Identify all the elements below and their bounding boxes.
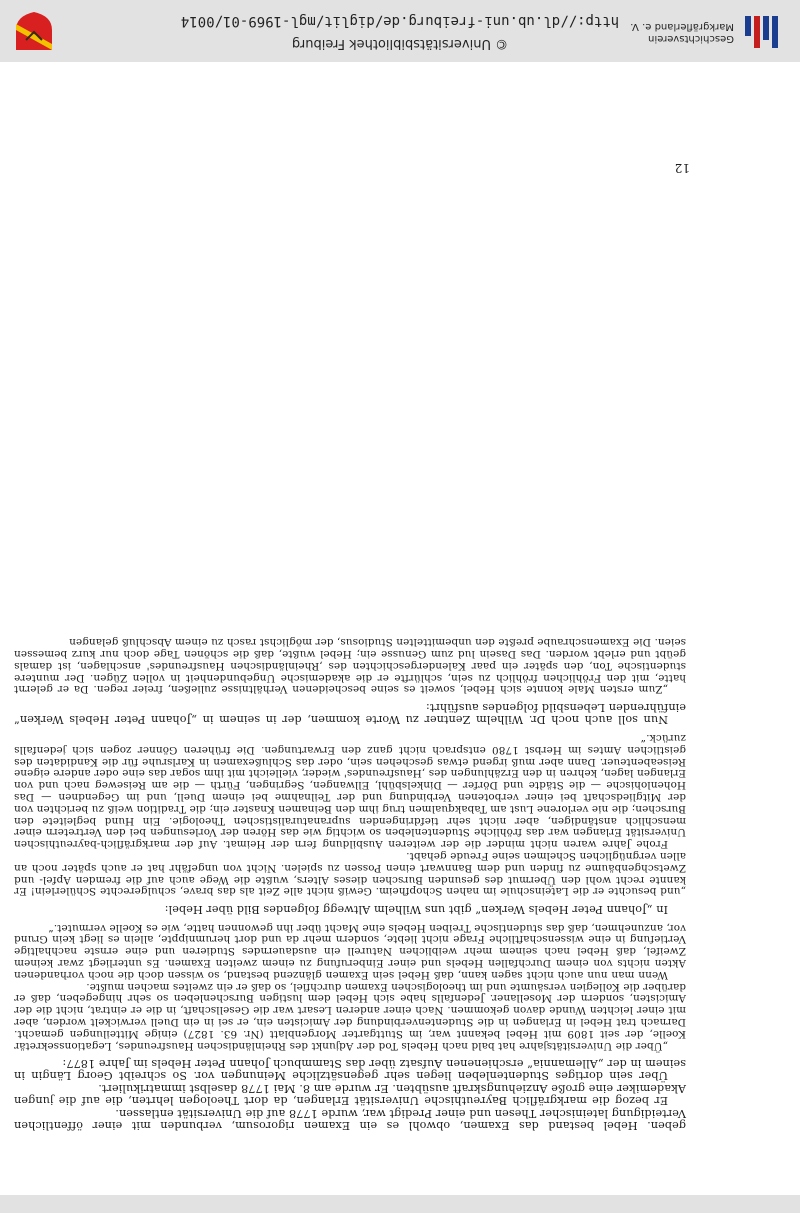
page-number: 12 xyxy=(674,161,690,175)
page-text xyxy=(14,635,686,1131)
library-credit: © Universitätsbibliothek Freiburg xyxy=(291,36,509,51)
library-header-edge xyxy=(0,1195,800,1213)
society-name: Geschichtsverein Markgräflerland e. V. xyxy=(630,21,734,44)
paragraph-zentner-intro: Nun soll auch noch Dr. Wilhelm Zentner zu Worte kommen, der in seinem in „Johann Peter Hebels Werken“ einführenden Lebensbild folgendes ausführt: xyxy=(14,700,686,727)
society-crest-icon xyxy=(10,10,58,54)
paragraph-erlangen: Er bezog die markgräflich Bayreuthische Universität Erlangen, da dort Theologen lehrten, die auf die jungen Akademiker eine große Anziehungskraft ausübten. Er wurde am 8. Mai 1778 daselbst immatrikuliert. xyxy=(14,1081,686,1108)
paragraph-laengin-intro: Über sein dortiges Studentenleben liegen sehr gegensätzliche Meinungen vor. So schreibt Georg Längin in seinem in der „Allemannia“ erschienenen Aufsatz über das Stammbuch Johann Peter Hebels im Jahre 1877: xyxy=(14,1056,686,1083)
library-footer-bar xyxy=(0,0,800,62)
quote-laengin-2: Wenn man nun auch nicht sagen kann, daß Hebel sein Examen glänzend bestand, so wissen doch die noch vorhandenen Akten nichts von einem Durchfallen Hebels und einer Einberufung zu einem zweiten Examen. Es unterliegt zwar keinem Zweifel, daß Hebel nach seinem mehr weiblichen Naturell ein ausdauerndes Studieren und eine ernste nachhaltige Vertiefung in eine wissenschaftliche Frage nicht liebte, sondern mehr da und dort herumnippte, allein es liegt kein Grund vor, anzunehmen, daß das studentische Treiben Hebels eine Macht über ihn gewonnen hatte, wie es Koelle vermutet.“ xyxy=(14,921,686,981)
library-logo-icon xyxy=(738,10,788,54)
quote-laengin-1: „Über die Universitätsjahre hat bald nach Hebels Tod der Adjunkt des Rheinländischen Hausfreundes, Legationssekretär Koelle, der seit 1809 mit Hebel bekannt war, im Stuttgarter Morgenblatt (Nr. 63. 1827) einige Mitteilungen gemacht. Darnach trat Hebel in Erlangen in die Studentenverbindung der Amicisten ein, er sei in ein Duell verwickelt worden, aber mit einer leichten Wunde davon gekommen. Nach einer anderen Lesart war die Gesellschaft, in die er eintrat, nicht die der Amicisten, sondern der Mosellaner. Jedenfalls habe sich Hebel dem lustigen Burschenleben so sehr hingegeben, daß er darüber die Kollegien versäumte und im theologischen Examen durchfiel, so daß er ein zweites machen mußte. xyxy=(14,980,686,1052)
paragraph-exam: geben. Hebel bestand das Examen, obwohl es ein Examen rigorosum, verbunden mit einer öffentlichen Verteidigung lateinischer Thesen und einer Predigt war, wurde 1778 auf die Universität entlassen. xyxy=(14,1106,686,1132)
quote-altwegg-1: „und besuchte er die Lateinschule im nahen Schopfheim. Gewiß nicht alle Zeit als das brave, schulgerechte Schülerlein! Er kannte recht wohl den Übermut des gesunden Burschen dieses Alters, wußte die Wege auch auf die fremden Apfel- und Zwetschgenbäume zu finden und dem Bannwart einen Possen zu spielen. Nicht von ungefähr hat er auch später noch an allen vergnüglichen Schelmen seine Freude gehabt. xyxy=(14,850,686,898)
document-url-link[interactable]: http://dl.ub.uni-freiburg.de/diglit/mgl-1969-01/0014 xyxy=(180,13,620,29)
quote-zentner: „Zum ersten Male konnte sich Hebel, soweit es seine bescheidenen Verhältnisse zuließen, freier regen. Da er gelernt hatte, mit den Fröhlichen fröhlich zu sein, schlürfte er die akademische Ungebundenheit in vollen Zügen. Der muntere studentische Ton, den später ein paar Kalendergeschichten des ‚Rheinländischen Hausfreundes' anschlagen, ist damals geübt und erlebt worden. Das Dasein lud zum Genusse ein; Hebel wußte, daß die schönen Tage doch nur kurz bemessen seien. Die Examenschraube preßte den unbemittelten Studiosus, der möglichst rasch zu einem Abschluß gelangen xyxy=(14,636,686,696)
paragraph-altwegg-intro: In „Johann Peter Hebels Werken“ gibt uns Wilhelm Altwegg folgendes Bild über Hebel: xyxy=(164,902,668,916)
quote-altwegg-2: Frohe Jahre waren nicht minder die der weiteren Ausbildung fern der Heimat. Auf der markgräflich-bayreuthischen Universität Erlangen war das fröhliche Studentenleben so wichtig wie das Hören der Vorlesungen bei den Vertretern einer menschlich anständigen, aber nicht sehr tiefdringenden supranaturalistischen Theologie. Ein Hund begleitete den Burschen; die nie verlorene Lust am Tabakqualmen trug ihm den Beinamen Knaster ein; die Tradition weiß zu berichten von der Mitgliedschaft bei einer verbotenen Verbindung und der Teilnahme bei einem Duell, und im Gegendnen — Das Hohenlohische — die Städte und Dörfer — Dinkelsbühl, Ellwangen, Segringen, Fürth — die am Reiseweg nach und von Erlangen lagen, kehren in den Erzählungen des ‚Hausfreundes' wieder, vielleicht mit ihm sogar das eine oder andere eigene Reiseabenteuer. Dann aber muß irgend etwas geschehen sein, oder das Schlußexamen in Karlsruhe für die Kandidaten des geistlichen Amtes im Herbst 1780 entsprach nicht ganz den Erwartungen. Die früheren Gönner zogen sich jedenfalls zurück.“ xyxy=(14,732,686,851)
